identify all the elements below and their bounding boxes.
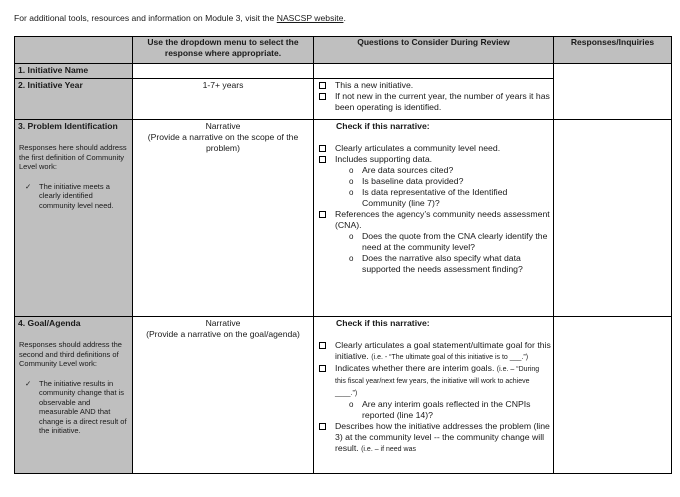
question-text: Clearly articulates a community level need. (335, 143, 501, 153)
row-label: 3. Problem Identification (18, 121, 118, 131)
header-questions: Questions to Consider During Review (314, 37, 554, 64)
row-initiative-name (15, 64, 672, 79)
question-text: References the agency’s community needs assessment (CNA). (335, 209, 550, 230)
label-cell-initiative-name (15, 64, 133, 79)
header-responses: Responses/Inquiries (554, 37, 672, 64)
label-cell-goal-agenda (15, 317, 133, 474)
checkbox-icon[interactable] (319, 82, 326, 89)
question-text (326, 363, 551, 399)
question-text: If not new in the current year, the number of years it has been operating is identified. (335, 91, 550, 112)
checkbox-icon[interactable] (319, 156, 326, 163)
nascsp-link[interactable]: NASCSP website (276, 13, 344, 23)
header-row (15, 37, 672, 64)
question-main-text: Indicates whether there are interim goals. (335, 363, 495, 373)
row-label: 1. Initiative Name (18, 65, 89, 75)
responses-cell-goal-agenda[interactable] (554, 317, 672, 474)
checkbox-icon[interactable] (319, 145, 326, 152)
question-text: Are any interim goals reflected in the CNPIs reported (line 14)? (362, 399, 531, 420)
checkbox-icon[interactable] (319, 211, 326, 218)
question-item (319, 80, 551, 91)
questions-heading: Check if this narrative: (336, 121, 430, 131)
row-label: 2. Initiative Year (18, 80, 83, 90)
dropdown-value[interactable] (133, 317, 313, 341)
definition-text: The initiative meets a clearly identified community level need. (39, 181, 114, 210)
dropdown-title: Narrative (205, 318, 241, 328)
label-cell-problem-identification (15, 120, 133, 317)
checkbox-icon[interactable] (319, 423, 326, 430)
questions-cell-goal-agenda (314, 317, 554, 474)
question-subitem (349, 187, 551, 209)
responses-cell-problem-identification[interactable] (554, 120, 672, 317)
review-table (14, 36, 672, 474)
question-text (326, 340, 551, 363)
question-item (319, 421, 551, 455)
header-dropdown: Use the dropdown menu to select the response where appropriate. (133, 37, 314, 64)
question-main-text: Describes how the initiative addresses the problem (line 3) at the community level -- the community change will result. (335, 421, 550, 453)
dropdown-cell-initiative-year[interactable] (133, 79, 314, 120)
question-item (319, 363, 551, 399)
row-label: 4. Goal/Agenda (18, 318, 81, 328)
question-item (319, 91, 551, 113)
question-main-text: Clearly articulates a goal statement/ultimate goal for this initiative. (335, 340, 551, 361)
dropdown-subtitle: (Provide a narrative on the scope of the problem) (147, 132, 299, 153)
questions-cell-initiative-name (314, 64, 554, 79)
questions-cell-initiative-year (314, 79, 554, 120)
question-text: Does the narrative also specify what data supported the needs assessment finding? (362, 253, 523, 274)
circle-bullet-icon: o (349, 166, 354, 175)
responses-cell-rows-1-2[interactable] (554, 64, 672, 120)
row-note: Responses should address the second and third definitions of Community Level work: (19, 340, 122, 368)
question-subitem (349, 399, 551, 421)
question-text: Is baseline data provided? (362, 176, 464, 186)
definition-item (15, 379, 132, 436)
question-text: Is data representative of the Identified Community (line 7)? (362, 187, 508, 208)
intro-suffix: . (343, 13, 346, 23)
row-note: Responses here should address the first definition of Community Level work: (19, 143, 127, 171)
checkmark-icon: ✓ (25, 378, 32, 388)
question-item (319, 143, 551, 154)
dropdown-value[interactable] (133, 120, 313, 155)
question-subitem (349, 231, 551, 253)
definition-item (15, 182, 132, 211)
question-text: Includes supporting data. (335, 154, 433, 164)
dropdown-cell-problem-identification[interactable] (133, 120, 314, 317)
intro-prefix: For additional tools, resources and information on Module 3, visit the (14, 13, 277, 23)
circle-bullet-icon: o (349, 400, 354, 409)
question-item (319, 154, 551, 165)
question-small-text: (i.e. – if need was (361, 446, 416, 453)
question-small-text: (i.e. - “The ultimate goal of this initiative is to ___.”) (371, 354, 529, 361)
circle-bullet-icon: o (349, 254, 354, 263)
checkbox-icon[interactable] (319, 342, 326, 349)
question-text: Does the quote from the CNA clearly identify the need at the community level? (362, 231, 548, 252)
question-text: Are data sources cited? (362, 165, 454, 175)
dropdown-value[interactable]: 1-7+ years (202, 80, 244, 90)
definition-text: The initiative results in community change that is observable and measurable AND that change is a direct result of the initiative. (39, 378, 127, 435)
circle-bullet-icon: o (349, 177, 354, 186)
row-problem-identification (15, 120, 672, 317)
dropdown-cell-initiative-name[interactable] (133, 64, 314, 79)
question-item (319, 209, 551, 231)
row-goal-agenda (15, 317, 672, 474)
circle-bullet-icon: o (349, 232, 354, 241)
checkbox-icon[interactable] (319, 93, 326, 100)
checkbox-icon[interactable] (319, 365, 326, 372)
questions-cell-problem-identification (314, 120, 554, 317)
header-blank (15, 37, 133, 64)
label-cell-initiative-year (15, 79, 133, 120)
intro-text (14, 13, 346, 23)
question-item (319, 340, 551, 363)
dropdown-title: Narrative (205, 121, 241, 131)
question-subitem (349, 165, 551, 176)
questions-heading: Check if this narrative: (336, 318, 430, 328)
dropdown-subtitle: (Provide a narrative on the goal/agenda) (146, 329, 300, 339)
question-text (326, 421, 551, 455)
question-subitem (349, 253, 551, 275)
checkmark-icon: ✓ (25, 181, 32, 191)
question-small-text: (i.e. – “During this fiscal year/next few years, the initiative will work to achieve ____.”) (335, 366, 540, 397)
dropdown-cell-goal-agenda[interactable] (133, 317, 314, 474)
circle-bullet-icon: o (349, 188, 354, 197)
question-text: This a new initiative. (335, 80, 414, 90)
question-subitem (349, 176, 551, 187)
